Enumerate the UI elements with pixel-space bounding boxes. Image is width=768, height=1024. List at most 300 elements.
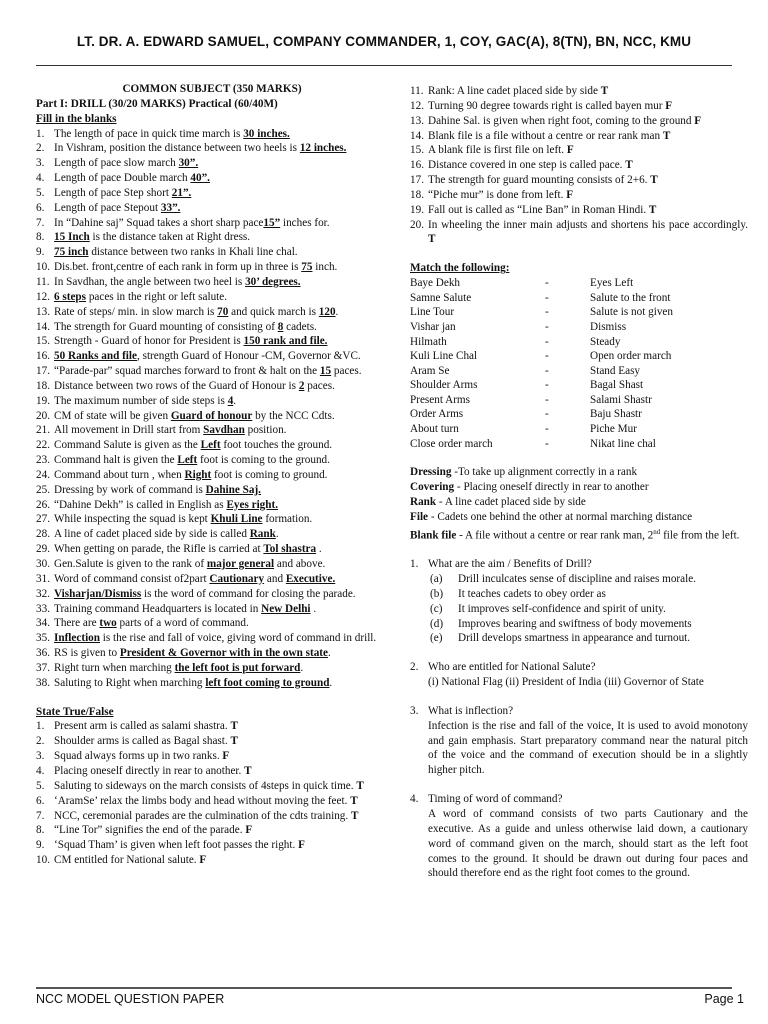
answer-text: 30”. — [178, 157, 199, 170]
item-number: 8. — [36, 231, 45, 244]
question-text: . — [335, 305, 339, 318]
question-text: Word of command consist of2part — [54, 572, 210, 585]
answer-text: 12 inches. — [299, 142, 347, 155]
statement-text: Blank file is a file without a centre or rear rank man — [428, 129, 663, 142]
match-row — [410, 378, 748, 393]
question-text: Saluting to Right when marching — [54, 676, 206, 689]
question-text: inches for. — [280, 216, 330, 229]
question-text: Dis.bet. front,centre of each rank in form up in three is — [54, 261, 302, 274]
answer-text: 50 Ranks and file — [54, 350, 137, 363]
match-dash: - — [545, 408, 549, 421]
match-row — [410, 349, 748, 364]
item-letter: (b) — [430, 587, 444, 600]
question-text: inch. — [312, 261, 338, 274]
item-letter: (c) — [430, 602, 443, 615]
tf-item — [410, 114, 748, 129]
answer-text: 15” — [263, 216, 281, 229]
item-number: 13. — [36, 305, 50, 318]
fill-item — [36, 156, 388, 171]
fill-blanks-list — [36, 127, 388, 691]
tf-answer: F — [245, 824, 253, 837]
definition-row — [410, 510, 748, 525]
match-term: Present Arms — [410, 393, 470, 406]
benefit-item — [410, 617, 748, 632]
match-row — [410, 305, 748, 320]
item-number: 15. — [410, 144, 424, 157]
item-letter: (e) — [430, 632, 443, 645]
item-number: 5. — [36, 186, 45, 199]
tf-answer: T — [244, 764, 252, 777]
question-text: is the rise and fall of voice, giving word of command in drill. — [100, 632, 377, 645]
match-row — [410, 335, 748, 350]
statement-text: ‘AramSe’ relax the limbs body and head without moving the feet. — [54, 794, 351, 807]
statement-text: Present arm is called as salami shastra. — [54, 720, 231, 733]
question-text: Command about turn , when — [54, 468, 185, 481]
question-text: While inspecting the squad is kept — [54, 513, 211, 526]
item-number: 15. — [36, 335, 50, 348]
match-dash: - — [545, 320, 549, 333]
left-column — [36, 82, 388, 868]
answer-text: Left — [177, 454, 198, 467]
tf-item — [36, 779, 388, 794]
question-text: In Vishram, position the distance between two heels is — [54, 142, 300, 155]
question-4: 4. Timing of word of command? A word of command consists of two parts Cautionary and the executive. As a guide and unless otherwise laid down, a cautionary word of command given on the march, should start as the left foot comes to the ground. It should be drawn out during four paces and should therefore end as the right foot comes to the ground. — [410, 793, 748, 880]
answer-text: Dahine Saj. — [205, 483, 261, 496]
tf-answer: T — [230, 720, 238, 733]
item-number: 1. — [36, 720, 45, 733]
question-text: . — [300, 661, 304, 674]
fill-item — [36, 483, 388, 498]
tf-heading: State True/False — [36, 705, 114, 718]
question-text: When getting on parade, the Rifle is carried at — [54, 543, 264, 556]
question-text: Length of pace Step short — [54, 186, 172, 199]
match-meaning: Steady — [590, 335, 621, 348]
fill-item — [36, 557, 388, 572]
definitions — [410, 465, 748, 524]
fill-item — [36, 498, 388, 513]
match-row — [410, 393, 748, 408]
question-text: paces. — [304, 379, 335, 392]
tf-item — [410, 218, 748, 248]
fill-item — [36, 275, 388, 290]
item-number: 13. — [410, 114, 424, 127]
question-text: paces in the right or left salute. — [86, 290, 228, 303]
fill-item — [36, 216, 388, 231]
question-1-text: What are the aim / Benefits of Drill? — [428, 558, 592, 571]
blank-file-definition: Blank file - A file without a centre or rear rank man, 2nd file from the left. — [410, 527, 740, 542]
question-text: parts of a word of command. — [116, 617, 249, 630]
question-text: Distance between two rows of the Guard of Honour is — [54, 379, 299, 392]
fill-item — [36, 468, 388, 483]
item-number: 9. — [36, 839, 45, 852]
item-number: 14. — [410, 129, 424, 142]
match-term: Vishar jan — [410, 320, 456, 333]
item-number: 26. — [36, 498, 50, 511]
question-text: The strength for Guard mounting of consisting of — [54, 320, 278, 333]
item-number: 35. — [36, 632, 50, 645]
tf-item — [410, 84, 748, 99]
definition-row — [410, 465, 748, 480]
match-heading: Match the following: — [410, 262, 510, 275]
match-meaning: Baju Shastr — [590, 408, 642, 421]
question-text: paces. — [331, 365, 362, 378]
answer-text: 15 Inch — [54, 231, 90, 244]
tf-item — [36, 764, 388, 779]
answer-text: 21”. — [171, 186, 192, 199]
match-table — [410, 276, 748, 451]
true-false-list-right — [410, 84, 748, 247]
item-number: 25. — [36, 483, 50, 496]
answer-text: 75 inch — [54, 246, 89, 259]
match-meaning: Salute is not given — [590, 306, 673, 319]
match-dash: - — [545, 306, 549, 319]
statement-text: ‘Squad Tham’ is given when left foot passes the right. — [54, 839, 299, 852]
tf-item — [410, 129, 748, 144]
fill-item — [36, 334, 388, 349]
question-text: Length of pace Double march — [54, 172, 191, 185]
tf-answer: F — [199, 854, 207, 867]
definition-text: - A line cadet placed side by side — [436, 495, 586, 508]
statement-text: Rank: A line cadet placed side by side — [428, 85, 601, 97]
item-number: 31. — [36, 572, 50, 585]
answer-text: Khuli Line — [210, 513, 263, 526]
question-text: Length of pace slow march — [54, 157, 179, 170]
match-term: Shoulder Arms — [410, 379, 478, 392]
tf-answer: T — [625, 159, 633, 172]
item-number: 10. — [36, 261, 50, 274]
match-term: Hilmath — [410, 335, 447, 348]
item-number: 32. — [36, 587, 50, 600]
tf-answer: T — [650, 174, 658, 187]
item-number: 18. — [36, 379, 50, 392]
statement-text: Fall out is called as “Line Ban” in Roman Hindi. — [428, 203, 649, 216]
item-number: 17. — [410, 174, 424, 187]
match-dash: - — [545, 379, 549, 392]
item-number: 19. — [36, 394, 50, 407]
fill-item — [36, 201, 388, 216]
match-dash: - — [545, 350, 549, 363]
fill-item — [36, 127, 388, 142]
fill-item — [36, 290, 388, 305]
tf-answer: T — [662, 129, 671, 142]
fill-heading: Fill in the blanks — [36, 112, 117, 125]
item-number: 34. — [36, 617, 50, 630]
tf-answer: F — [566, 144, 574, 157]
fill-item — [36, 587, 388, 602]
question-text: There are — [54, 617, 100, 630]
item-number: 36. — [36, 647, 50, 660]
question-text: is the distance taken at Right dress. — [89, 231, 251, 244]
right-column — [410, 84, 748, 881]
question-text: . — [233, 394, 237, 407]
definition-text: - Cadets one behind the other at normal marching distance — [428, 510, 693, 523]
answer-text: Eyes right. — [226, 498, 279, 511]
fill-item — [36, 438, 388, 453]
statement-text: In wheeling the inner main adjusts and shortens his pace accordingly. — [428, 218, 748, 231]
question-text: RS is given to — [54, 647, 120, 660]
statement-text: “Line Tor” signifies the end of the parade. — [54, 824, 246, 837]
benefit-text: It teaches cadets to obey order as — [458, 587, 606, 600]
match-meaning: Piche Mur — [590, 423, 637, 436]
fill-item — [36, 305, 388, 320]
match-dash: - — [545, 393, 549, 406]
definition-term: Dressing — [410, 466, 452, 479]
item-number: 14. — [36, 320, 50, 333]
header-divider — [36, 65, 732, 66]
question-text: foot is coming to the ground. — [197, 454, 330, 467]
item-number: 38. — [36, 676, 50, 689]
fill-item — [36, 379, 388, 394]
answer-text: Visharjan/Dismiss — [54, 587, 142, 600]
question-3-text: What is inflection? — [428, 704, 514, 717]
fill-item — [36, 409, 388, 424]
answer-text: Savdhan — [203, 424, 245, 437]
item-number: 30. — [36, 558, 50, 570]
match-row — [410, 407, 748, 422]
match-dash: - — [545, 291, 549, 304]
fill-item — [36, 572, 388, 587]
match-meaning: Open order march — [590, 350, 672, 363]
item-number: 9. — [36, 246, 45, 259]
answer-text: 33”. — [160, 201, 181, 214]
tf-item — [410, 158, 748, 173]
item-number: 33. — [36, 602, 50, 615]
match-term: Kuli Line Chal — [410, 350, 478, 363]
definition-term: Rank — [410, 495, 437, 508]
match-dash: - — [545, 335, 549, 348]
answer-text: 150 rank and file. — [243, 335, 328, 348]
statement-text: “Piche mur” is done from left. — [428, 188, 567, 201]
tf-answer: T — [230, 735, 238, 748]
answer-text: Left — [200, 439, 221, 452]
answer-4: A word of command consists of two parts Cautionary and the executive. As a guide and unless otherwise laid down, a cautionary word of command given on the march, should start as the left foot comes to the ground. It should be drawn out during four paces and should therefore end as the right foot comes to the ground. — [428, 808, 748, 880]
match-meaning: Nikat line chal — [590, 437, 656, 450]
part1-title: Part I: DRILL (30/20 MARKS) Practical (60/40M) — [36, 97, 278, 110]
item-number: 17. — [36, 365, 50, 378]
match-meaning: Eyes Left — [590, 277, 634, 290]
question-text: The length of pace in quick time march is — [54, 127, 244, 140]
question-text: distance between two ranks in Khali line chal. — [88, 246, 298, 259]
benefit-text: Improves bearing and swiftness of body movements — [458, 617, 692, 630]
fill-item — [36, 364, 388, 379]
answer-text: 2 — [298, 379, 305, 392]
match-dash: - — [545, 364, 549, 377]
item-number: 10. — [36, 854, 50, 867]
question-text: Strength - Guard of honor for President is — [54, 335, 244, 348]
item-number: 19. — [410, 203, 424, 216]
answer-text: 8 — [277, 320, 284, 333]
item-number: 7. — [36, 216, 45, 229]
tf-answer: T — [351, 809, 359, 822]
tf-answer: T — [350, 794, 358, 807]
fill-item — [36, 676, 388, 691]
answer-text: Cautionary — [209, 572, 265, 585]
question-2-text: Who are entitled for National Salute? — [428, 661, 596, 674]
question-text: . — [316, 543, 322, 556]
match-meaning: Stand Easy — [590, 364, 641, 377]
item-number: 18. — [410, 188, 424, 201]
fill-item — [36, 394, 388, 409]
tf-item — [36, 823, 388, 838]
question-text: A line of cadet placed side by side is called — [54, 528, 250, 541]
answer-text: major general — [206, 558, 275, 570]
statement-text: Shoulder arms is called as Bagal shast. — [54, 735, 231, 748]
statement-text: CM entitled for National salute. — [54, 854, 200, 867]
item-number: 8. — [36, 824, 45, 837]
item-letter: (d) — [430, 617, 444, 630]
question-text: and — [264, 572, 286, 585]
fill-item — [36, 527, 388, 542]
match-dash: - — [545, 277, 549, 290]
item-number: 21. — [36, 424, 50, 437]
item-number: 4. — [36, 764, 45, 777]
question-text: foot touches the ground. — [220, 439, 333, 452]
answer-text: the left foot is put forward — [174, 661, 301, 674]
statement-text: The strength for guard mounting consists of 2+6. — [428, 174, 651, 187]
item-number: 1. — [36, 127, 45, 140]
statement-text: Turning 90 degree towards right is called bayen mur — [428, 99, 666, 112]
definition-text: -To take up alignment correctly in a rank — [451, 466, 638, 479]
question-text: formation. — [262, 513, 313, 526]
question-text: and above. — [274, 558, 326, 570]
answer-text: Tol shastra — [263, 543, 317, 556]
fill-item — [36, 260, 388, 275]
item-number: 22. — [36, 439, 50, 452]
question-text: In Savdhan, the angle between two heel is — [54, 275, 246, 288]
question-text: Length of pace Stepout — [54, 201, 161, 214]
match-row — [410, 276, 748, 291]
tf-answer: T — [648, 203, 657, 216]
match-row — [410, 422, 748, 437]
item-number: 3. — [36, 750, 45, 763]
question-text: The maximum number of side steps is — [54, 394, 228, 407]
footer-title: NCC MODEL QUESTION PAPER — [36, 992, 225, 1006]
question-text: Gen.Salute is given to the rank of — [54, 558, 207, 570]
fill-item — [36, 512, 388, 527]
statement-text: Saluting to sideways on the march consists of 4steps in quick time. — [54, 779, 357, 792]
match-term: Baye Dekh — [410, 277, 461, 290]
answer-text: left foot coming to ground — [205, 676, 330, 689]
tf-item — [36, 734, 388, 749]
fill-item — [36, 453, 388, 468]
statement-text: Distance covered in one step is called pace. — [428, 159, 626, 172]
question-text: , strength Guard of Honour -CM, Governor &VC. — [137, 350, 361, 363]
answer-text: 75 — [301, 261, 313, 274]
benefit-item — [410, 587, 748, 602]
definition-term: File — [410, 510, 429, 523]
match-meaning: Bagal Shast — [590, 379, 644, 392]
match-term: Close order march — [410, 437, 493, 450]
answer-text: New Delhi — [261, 602, 311, 615]
fill-item — [36, 245, 388, 260]
question-text: and quick march is — [228, 305, 319, 318]
tf-item — [36, 749, 388, 764]
question-2: 2. Who are entitled for National Salute? (i) National Flag (ii) President of India (iii) Governor of State — [410, 660, 748, 690]
question-4-text: Timing of word of command? — [428, 793, 563, 806]
question-text: Command halt is given the — [54, 454, 178, 467]
answer-text: Rank — [249, 528, 276, 541]
answer-2: (i) National Flag (ii) President of India (iii) Governor of State — [428, 676, 704, 689]
match-term: Samne Salute — [410, 291, 472, 304]
fill-item — [36, 646, 388, 661]
item-number: 16. — [410, 159, 424, 172]
page-number: Page 1 — [704, 992, 744, 1006]
item-number: 16. — [36, 350, 50, 363]
question-text: is the word of command for closing the parade. — [141, 587, 356, 600]
item-number: 3. — [36, 157, 45, 170]
footer-divider — [36, 987, 732, 989]
item-number: 2. — [36, 142, 45, 155]
fill-item — [36, 542, 388, 557]
benefit-item — [410, 572, 748, 587]
match-dash: - — [545, 437, 549, 450]
question-text: CM of state will be given — [54, 409, 171, 422]
fill-item — [36, 616, 388, 631]
item-number: 12. — [410, 99, 424, 112]
tf-answer: F — [694, 114, 702, 127]
question-text: Training command Headquarters is located in — [54, 602, 262, 615]
fill-item — [36, 423, 388, 438]
question-text: cadets. — [283, 320, 317, 333]
match-row — [410, 437, 748, 452]
answer-text: 6 steps — [54, 290, 87, 303]
match-term: About turn — [410, 423, 459, 436]
answer-text: President & Governor with in the own state — [119, 647, 328, 660]
question-text: . — [310, 602, 317, 615]
match-meaning: Salute to the front — [590, 291, 671, 304]
item-number: 5. — [36, 779, 45, 792]
tf-answer: T — [356, 779, 364, 792]
benefit-text: Drill develops smartness in appearance and turnout. — [458, 632, 691, 645]
question-text: . — [327, 647, 331, 660]
tf-item — [410, 143, 748, 158]
item-number: 6. — [36, 794, 45, 807]
fill-item — [36, 171, 388, 186]
statement-text: Squad always forms up in two ranks. — [54, 750, 223, 763]
question-text: In “Dahine saj” Squad takes a short sharp pace — [54, 216, 264, 229]
match-row — [410, 291, 748, 306]
true-false-list-left — [36, 719, 388, 867]
item-number: 24. — [36, 468, 50, 481]
tf-answer: F — [298, 839, 305, 852]
question-text: All movement in Drill start from — [54, 424, 204, 437]
tf-answer: T — [600, 85, 609, 97]
answer-text: two — [99, 617, 117, 630]
benefit-item — [410, 602, 748, 617]
tf-item — [36, 809, 388, 824]
statement-text: A blank file is first file on left. — [428, 144, 567, 157]
answer-text: 70 — [217, 305, 229, 318]
item-number: 29. — [36, 543, 50, 556]
definition-row — [410, 480, 748, 495]
definition-term: Covering — [410, 481, 455, 494]
answer-text: 120 — [318, 305, 336, 318]
definition-row — [410, 495, 748, 510]
match-meaning: Dismiss — [590, 320, 627, 333]
benefit-text: Drill inculcates sense of discipline and raises morale. — [458, 573, 696, 586]
match-meaning: Salami Shastr — [590, 393, 652, 406]
tf-item — [36, 853, 388, 868]
fill-item — [36, 320, 388, 335]
question-text: Right turn when marching — [54, 661, 175, 674]
tf-item — [36, 719, 388, 734]
tf-item — [36, 794, 388, 809]
question-text: . — [329, 676, 333, 689]
match-term: Line Tour — [410, 306, 455, 319]
statement-text: NCC, ceremonial parades are the culmination of the cdts training. — [54, 809, 351, 822]
tf-item — [410, 99, 748, 114]
match-term: Aram Se — [410, 364, 450, 377]
